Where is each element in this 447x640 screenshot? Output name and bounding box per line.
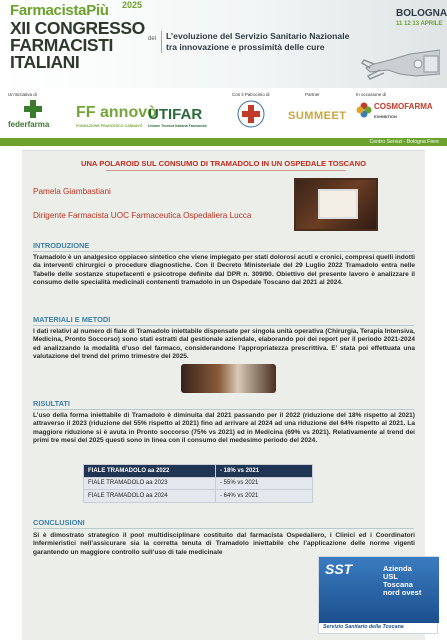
conclusions-heading: CONCLUSIONI [33, 518, 85, 527]
asl-name-line1: Azienda [383, 564, 412, 573]
asl-name-line4: nord ovest [383, 588, 422, 597]
table-row [84, 477, 313, 490]
table-cell: FIALE TRAMADOLO aa 2022 [84, 465, 216, 478]
table-cell: - 64% vs 2021 [216, 490, 313, 503]
venue-label: Centro Servizi - Bologna Fiere [369, 139, 439, 145]
congress-title-line3: ITALIANI [10, 52, 80, 72]
congress-dates: 11 12 13 APRILE [396, 21, 443, 27]
window-photo [294, 178, 378, 231]
federfarma-logo: federfarma [8, 120, 50, 129]
conclusions-text: Si è dimostrato strategico il pool multidisciplinare costituito dal farmacista Ospedaliero, i Clinici ed i Coordinatori Infermieristici nell’assicurare sia la corretta tenuta di Tramadolo iniettabile che l’applicazione delle norme vigenti garantendo un maggiore controllo sull’uso di tale medicinale [33, 532, 415, 556]
methods-divider [33, 325, 414, 326]
utifar-logo: UTIFAR [148, 106, 203, 123]
intro-text: Tramadolo è un analgesico oppiaceo sintetico che viene impiegato per stati dolorosi acuti e cronici, compresi quelli indotti da interventi chirurgici o procedure diagnostiche. Con il Decreto Ministeriale del 29 Luglio 2022 Tramadolo entra nelle Tabelle delle sostanze stupefacenti e psicotrope definite dal DPR n. 309/90. Obiettivo del presente lavoro è analizzare il consumo delle specialità medicinali contenenti tramadolo in un Ospedale Toscano dal 2021 al 2024. [33, 254, 415, 286]
venue-bar [0, 138, 447, 146]
cosmofarma-logo: COSMOFARMA [374, 102, 433, 111]
table-row [84, 490, 313, 503]
fondazione-cannavo-sub: FONDAZIONE FRANCESCO CANNAVÒ [76, 124, 143, 128]
caption-occasion: In occasione di [356, 92, 387, 97]
congress-tagline: L’evoluzione del Servizio Sanitario Nazionale tra innovazione e prossimità delle cure [166, 31, 350, 52]
results-divider [33, 409, 414, 410]
table-cell: - 18% vs 2021 [216, 465, 313, 478]
summeet-logo: SUMMEET [288, 110, 347, 122]
methods-text: I dati relativi al numero di fiale di Tramadolo iniettabile dispensate per singola unità operativa (Chirurgia, Terapia Intensiva, Medicina, Pronto Soccorso) sono stati estratti dal gestionale aziendale, elaborando poi dei report per il periodo 2021-2024 ed analizzando la modalità d’uso del farmaco, considerandone l’appropriatezza prescrittiva. E’ stata poi effettuata una valutazione del trend del primo trimestre del 2025. [33, 328, 415, 360]
pills-photo [181, 364, 276, 393]
asl-name-line3: Toscana [383, 580, 413, 589]
table-cell: FIALE TRAMADOLO aa 2023 [84, 477, 216, 490]
congress-title [10, 20, 145, 71]
poster-author-role: Dirigente Farmacista UOC Farmaceutica Ospedaliera Lucca [33, 211, 252, 220]
patronage-seal-icon [236, 99, 266, 131]
title-underline [106, 170, 346, 171]
asl-sst-mark: SST [325, 561, 353, 577]
asl-toscana-logo [318, 556, 438, 634]
caption-partner: Partner [305, 92, 320, 97]
table-row [84, 465, 313, 478]
results-table [83, 464, 313, 503]
congress-title-line2: FARMACISTI [10, 35, 113, 55]
intro-divider [33, 251, 414, 252]
results-heading: RISULTATI [33, 399, 70, 408]
congress-title-line1: XII CONGRESSO [10, 18, 145, 38]
asl-name-line2: USL [383, 572, 398, 581]
cosmofarma-flower-icon [356, 102, 372, 118]
table-cell: - 55% vs 2021 [216, 477, 313, 490]
asl-name [383, 565, 437, 597]
congress-header [0, 0, 447, 90]
cosmofarma-sub: EXHIBITION [374, 114, 397, 119]
brand-logo: FarmacistaPiù [10, 2, 109, 19]
asl-caption: Servizio Sanitario della Toscana [323, 624, 404, 630]
table-cell: FIALE TRAMADOLO aa 2024 [84, 490, 216, 503]
caption-initiative: Un’iniziativa di [8, 92, 37, 97]
caption-patronage: Con il Patrocinio di [232, 92, 270, 97]
tagline-divider [161, 31, 162, 53]
congress-del: del [148, 36, 157, 42]
poster-author: Pamela Giambastiani [33, 187, 111, 196]
poster-title: UNA POLAROID SUL CONSUMO DI TRAMADOLO IN UN OSPEDALE TOSCANO [80, 159, 367, 168]
federfarma-cross-icon [24, 100, 42, 118]
robot-hand-icon [360, 30, 440, 86]
conclusions-divider [33, 528, 414, 529]
fondazione-cannavo-logo: FF annovò [76, 104, 157, 121]
methods-heading: MATERIALI E METODI [33, 315, 111, 324]
brand-year: 2025 [122, 0, 143, 10]
congress-city: BOLOGNA [396, 8, 447, 19]
results-text: L’uso della forma iniettabile di Tramadolo è diminuita dal 2021 passando per il 2022 (riduzione del 18% rispetto al 2021) attraverso il 2023 (riduzione del 55% rispetto al 2021) fino ad arrivare al 2024 ad una riduzione del 64% rispetto al 2021. La maggiore riduzione si è avuta in Pronto soccorso (75% vs 2021) ed in Medicina (69% vs 2021). Relativamente al trend dei primi tre mesi del 2025 questi sono in linea con il consumo del medesimo periodo del 2024. [33, 412, 415, 444]
intro-heading: INTRODUZIONE [33, 241, 90, 250]
asl-logo-band [319, 557, 439, 623]
utifar-sub: Unione Tecnica Italiana Farmacisti [148, 124, 207, 128]
